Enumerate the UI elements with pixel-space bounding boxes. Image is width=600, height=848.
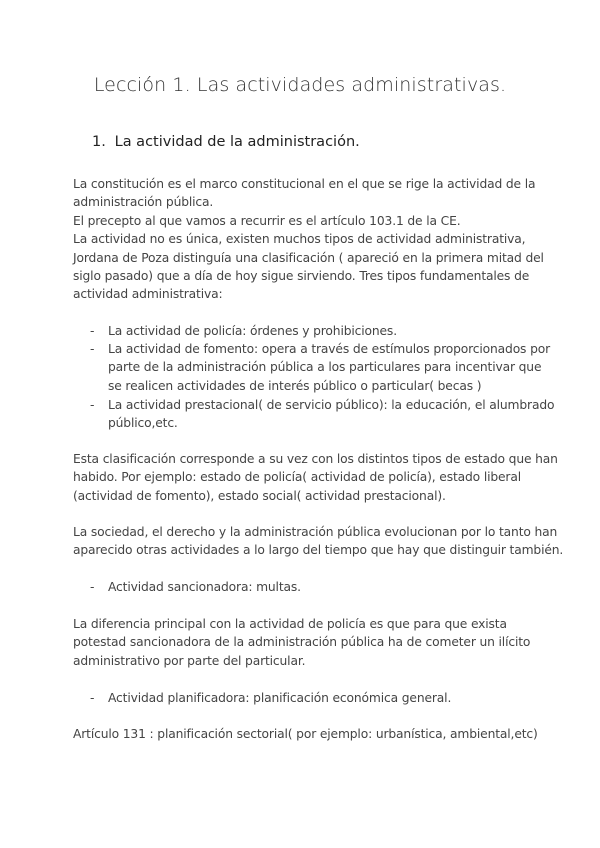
text-line: potestad sancionadora de la administración pública ha de cometer un ilícito (73, 635, 531, 650)
list-item-text: Actividad sancionadora: multas. (108, 580, 301, 594)
text-line: Esta clasificación corresponde a su vez con los distintos tipos de estado que han (73, 452, 558, 466)
text-line: administración pública. (73, 195, 214, 210)
text-line: administrativo por parte del particular. (73, 653, 306, 668)
text-line: La constitución es el marco constitucional en el que se rige la actividad de la (73, 177, 536, 191)
paragraph-states (73, 450, 558, 505)
text-line: El precepto al que vamos a recurrir es el artículo 103.1 de la CE. (73, 213, 461, 228)
text-line: siglo pasado) que a día de hoy sigue sirviendo. Tres tipos fundamentales de (73, 269, 530, 284)
list-bullet: - (90, 398, 95, 412)
list-bullet: - (90, 691, 95, 705)
list-item-text: público,etc. (108, 416, 178, 431)
paragraph-evolution (73, 523, 564, 560)
page-title: Lección 1. Las actividades administrativas. (93, 74, 507, 96)
list-bullet: - (90, 342, 95, 356)
paragraph-difference (73, 615, 533, 670)
list-item-text: La actividad de fomento: opera a través de estímulos proporcionados por (108, 342, 551, 356)
list-item-text: Actividad planificadora: planificación económica general. (108, 691, 452, 705)
text-line: aparecido otras actividades a lo largo del tiempo que hay que distinguir también. (73, 543, 564, 558)
paragraph-intro (73, 175, 544, 304)
text-line: La diferencia principal con la actividad de policía es que para que exista (73, 617, 507, 631)
section-heading-text: La actividad de la administración. (114, 134, 360, 150)
text-line: (actividad de fomento), estado social( actividad prestacional). (73, 488, 446, 503)
text-line: La actividad no es única, existen muchos tipos de actividad administrativa, (73, 232, 526, 247)
list-item-text: La actividad de policía: órdenes y prohibiciones. (108, 324, 397, 338)
list-item-text: La actividad prestacional( de servicio público): la educación, el alumbrado (108, 398, 555, 412)
list-item-text: parte de la administración pública a los particulares para incentivar que (108, 360, 542, 375)
section-heading (92, 134, 360, 150)
text-line: Artículo 131 : planificación sectorial( por ejemplo: urbanística, ambiental,etc) (73, 727, 538, 741)
list-item-text: se realicen actividades de interés público o particular( becas ) (108, 378, 482, 393)
text-line: habido. Por ejemplo: estado de policía( actividad de policía), estado liberal (73, 470, 521, 485)
paragraph-article-131 (73, 725, 538, 743)
text-line: Jordana de Poza distinguía una clasificación ( apareció en la primera mitad del (73, 250, 544, 265)
text-line: actividad administrativa: (73, 287, 223, 302)
section-number: 1. (92, 134, 106, 150)
list-bullet: - (90, 580, 95, 594)
list-bullet: - (90, 324, 95, 338)
text-line: La sociedad, el derecho y la administración pública evolucionan por lo tanto han (73, 525, 558, 539)
